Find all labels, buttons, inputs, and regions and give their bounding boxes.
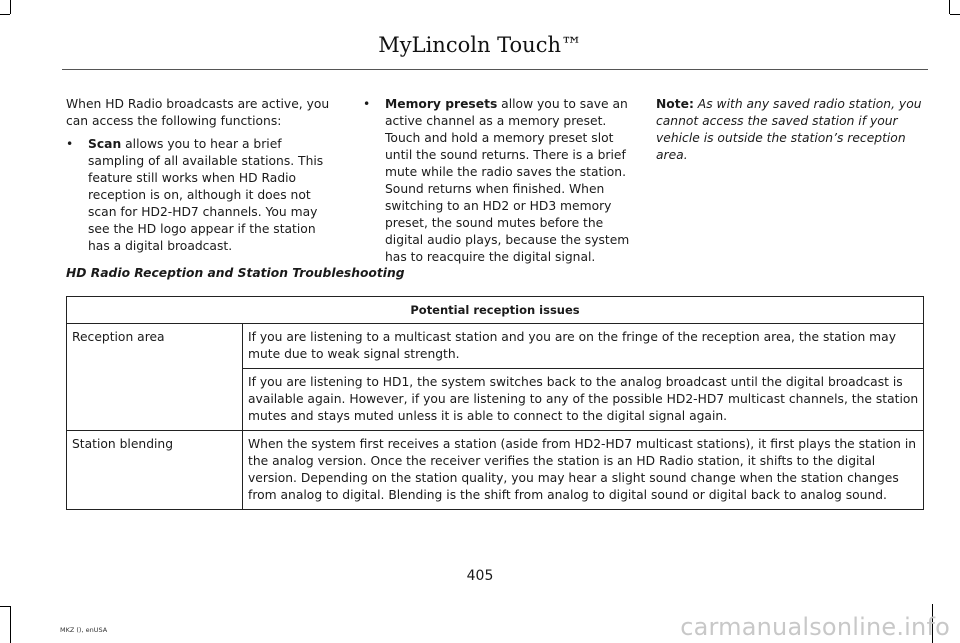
row-label: Reception area <box>67 324 243 369</box>
row-label: Station blending <box>67 431 243 510</box>
column-left <box>66 96 338 255</box>
bullet-text: allow you to save an active channel as a memory preset. Touch and hold a memory preset slot until the sound returns. There is a brief mute while the radio saves the station. Sound returns when finished. When switching to an HD2 or HD3 memory preset, the sound mutes before the digital audio plays, because the system has to reacquire the digital signal. <box>385 97 630 264</box>
table-row <box>67 324 924 369</box>
footer-code: MKZ (), enUSA <box>60 626 108 634</box>
reception-issues-table <box>66 296 924 510</box>
crop-mark <box>949 0 950 14</box>
bullet-mark: • <box>363 97 371 111</box>
row-text: If you are listening to HD1, the system switches back to the analog broadcast until the digital broadcast is available again. However, if you are listening to any of the possible HD2-HD7 multicast channels, the station mutes and stays muted unless it is able to connect to the digital signal again. <box>243 369 924 431</box>
bullet-term: Scan <box>88 137 122 151</box>
bullet-scan <box>66 136 338 255</box>
bullet-mark: • <box>66 137 74 151</box>
page-number: 405 <box>466 568 494 584</box>
section-heading: HD Radio Reception and Station Troubleshooting <box>66 266 405 280</box>
crop-mark <box>10 0 11 14</box>
header-divider <box>62 69 928 70</box>
intro-paragraph: When HD Radio broadcasts are active, you can access the following functions: <box>66 97 330 128</box>
row-text: When the system first receives a station (aside from HD2-HD7 multicast stations), it first plays the station in the analog version. Once the receiver verifies the station is an HD Radio station, it shifts to the digital version. Depending on the station quality, you may hear a slight sound change when the station changes from analog to digital. Blending is the shift from analog to digital sound or digital back to analog sound. <box>243 431 924 510</box>
watermark-text[interactable]: carmanualsonline.info <box>680 613 950 641</box>
crop-mark <box>950 14 960 15</box>
note-label: Note: <box>656 97 694 111</box>
row-label <box>67 369 243 431</box>
crop-mark <box>0 606 10 607</box>
crop-mark <box>10 606 11 643</box>
table-row <box>67 431 924 510</box>
column-middle <box>363 96 633 266</box>
bullet-memory-presets <box>363 96 633 266</box>
note-paragraph <box>656 96 926 164</box>
bullet-term: Memory presets <box>385 97 498 111</box>
page-title: MyLincoln Touch™ <box>378 33 582 57</box>
column-right <box>656 96 926 164</box>
note-text: As with any saved radio station, you cannot access the saved station if your vehicle is outside the station’s reception area. <box>656 97 922 162</box>
table-row <box>67 369 924 431</box>
row-text: If you are listening to a multicast station and you are on the fringe of the reception area, the station may mute due to weak signal strength. <box>243 324 924 369</box>
bullet-text: allows you to hear a brief sampling of all available stations. This feature still works when HD Radio reception is on, although it does not scan for HD2-HD7 channels. You may see the HD logo appear if the station has a digital broadcast. <box>88 137 324 253</box>
table-header-row <box>67 297 924 324</box>
table-header: Potential reception issues <box>67 297 924 324</box>
crop-mark <box>0 14 10 15</box>
